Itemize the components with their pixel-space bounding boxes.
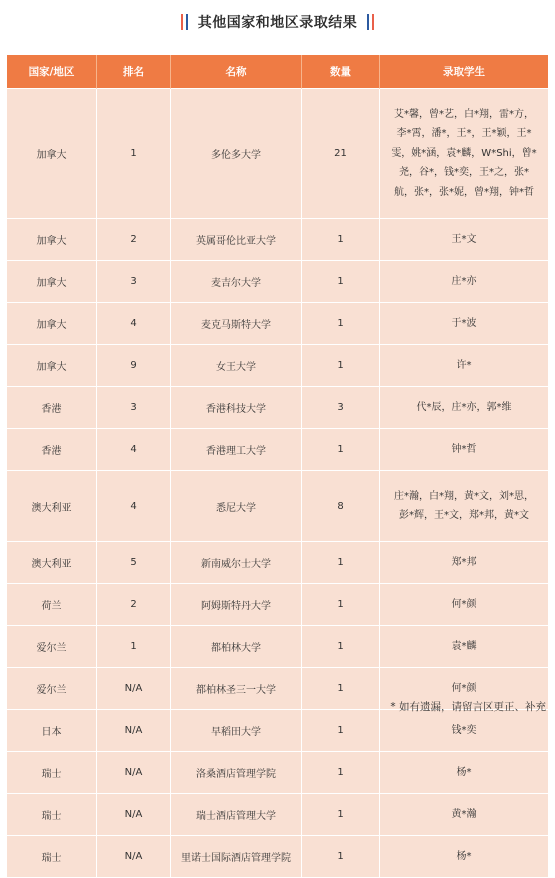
cell-rank: 2 xyxy=(97,219,171,261)
cell-name: 悉尼大学 xyxy=(171,471,302,542)
cell-name: 都柏林圣三一大学 xyxy=(171,668,302,710)
cell-region: 荷兰 xyxy=(7,584,97,626)
table-row xyxy=(7,219,548,261)
cell-region: 澳大利亚 xyxy=(7,471,97,542)
table-row xyxy=(7,836,548,878)
cell-rank: 2 xyxy=(97,584,171,626)
cell-students: 许* xyxy=(380,345,548,387)
cell-rank: 9 xyxy=(97,345,171,387)
cell-rank: 4 xyxy=(97,429,171,471)
cell-name: 香港理工大学 xyxy=(171,429,302,471)
admission-results-table xyxy=(7,55,548,878)
cell-count: 21 xyxy=(302,89,380,219)
cell-region: 加拿大 xyxy=(7,303,97,345)
table-row xyxy=(7,584,548,626)
table-row xyxy=(7,387,548,429)
cell-name: 都柏林大学 xyxy=(171,626,302,668)
table-row xyxy=(7,471,548,542)
cell-name: 麦克马斯特大学 xyxy=(171,303,302,345)
cell-rank: 4 xyxy=(97,471,171,542)
cell-count: 1 xyxy=(302,303,380,345)
table-row xyxy=(7,261,548,303)
table-row xyxy=(7,303,548,345)
footnote: * 如有遗漏，请留言区更正、补充 xyxy=(390,701,546,713)
cell-name: 女王大学 xyxy=(171,345,302,387)
cell-name: 多伦多大学 xyxy=(171,89,302,219)
table-row xyxy=(7,752,548,794)
cell-region: 澳大利亚 xyxy=(7,542,97,584)
cell-name: 麦吉尔大学 xyxy=(171,261,302,303)
header-region: 国家/地区 xyxy=(7,55,97,89)
table-row xyxy=(7,89,548,219)
table-header-row xyxy=(7,55,548,89)
cell-name: 里诺士国际酒店管理学院 xyxy=(171,836,302,878)
cell-rank: 1 xyxy=(97,89,171,219)
cell-rank: N/A xyxy=(97,794,171,836)
header-students: 录取学生 xyxy=(380,55,548,89)
cell-count: 1 xyxy=(302,836,380,878)
cell-students: 庄*亦 xyxy=(380,261,548,303)
cell-count: 8 xyxy=(302,471,380,542)
cell-count: 1 xyxy=(302,626,380,668)
cell-students: 庄*瀚，白*翔，黄*文，刘*思，彭*辉，王*文，郑*邦，黄*文 xyxy=(380,471,548,542)
cell-rank: 3 xyxy=(97,261,171,303)
cell-students: 代*辰，庄*亦，郭*维 xyxy=(380,387,548,429)
cell-students: 于*波 xyxy=(380,303,548,345)
cell-region: 瑞士 xyxy=(7,752,97,794)
cell-count: 1 xyxy=(302,261,380,303)
cell-region: 加拿大 xyxy=(7,219,97,261)
cell-count: 1 xyxy=(302,710,380,752)
cell-students: 何*颜 xyxy=(380,584,548,626)
cell-students: 钟*哲 xyxy=(380,429,548,471)
cell-region: 加拿大 xyxy=(7,261,97,303)
cell-students: 郑*邦 xyxy=(380,542,548,584)
title-decoration-left xyxy=(181,14,188,30)
cell-students: 钱*奕 xyxy=(380,710,548,752)
cell-count: 1 xyxy=(302,219,380,261)
cell-students: 艾*馨，曾*艺，白*翔，雷*方，李*霄，潘*，王*，王*颖，王*雯，姚*涵，袁*麟，W*Shi，曾*尧，谷*，钱*奕，王*之，张*航，张*，张*妮，曾*翔，钟*哲 xyxy=(380,89,548,219)
cell-rank: N/A xyxy=(97,752,171,794)
cell-region: 瑞士 xyxy=(7,836,97,878)
cell-region: 香港 xyxy=(7,429,97,471)
cell-rank: N/A xyxy=(97,668,171,710)
header-name: 名称 xyxy=(171,55,302,89)
cell-count: 1 xyxy=(302,752,380,794)
cell-rank: N/A xyxy=(97,710,171,752)
header-count: 数量 xyxy=(302,55,380,89)
table-row xyxy=(7,345,548,387)
cell-name: 香港科技大学 xyxy=(171,387,302,429)
cell-count: 3 xyxy=(302,387,380,429)
cell-students: 杨* xyxy=(380,836,548,878)
cell-name: 英属哥伦比亚大学 xyxy=(171,219,302,261)
cell-count: 1 xyxy=(302,668,380,710)
cell-name: 洛桑酒店管理学院 xyxy=(171,752,302,794)
cell-region: 加拿大 xyxy=(7,89,97,219)
cell-region: 香港 xyxy=(7,387,97,429)
title-row xyxy=(0,10,555,34)
cell-region: 爱尔兰 xyxy=(7,668,97,710)
page-title: 其他国家和地区录取结果 xyxy=(197,15,358,31)
cell-rank: 1 xyxy=(97,626,171,668)
header-rank: 排名 xyxy=(97,55,171,89)
cell-students: 杨* xyxy=(380,752,548,794)
cell-name: 瑞士酒店管理大学 xyxy=(171,794,302,836)
cell-count: 1 xyxy=(302,429,380,471)
cell-students: 何*颜 xyxy=(380,668,548,710)
table-row xyxy=(7,710,548,752)
table-row xyxy=(7,542,548,584)
cell-students: 黄*瀚 xyxy=(380,794,548,836)
cell-rank: 5 xyxy=(97,542,171,584)
table-row xyxy=(7,429,548,471)
table-row xyxy=(7,794,548,836)
cell-count: 1 xyxy=(302,794,380,836)
cell-count: 1 xyxy=(302,345,380,387)
cell-region: 爱尔兰 xyxy=(7,626,97,668)
cell-rank: 3 xyxy=(97,387,171,429)
cell-rank: 4 xyxy=(97,303,171,345)
cell-count: 1 xyxy=(302,542,380,584)
cell-name: 新南威尔士大学 xyxy=(171,542,302,584)
title-decoration-right xyxy=(367,14,374,30)
cell-name: 早稻田大学 xyxy=(171,710,302,752)
cell-name: 阿姆斯特丹大学 xyxy=(171,584,302,626)
cell-students: 王*文 xyxy=(380,219,548,261)
cell-rank: N/A xyxy=(97,836,171,878)
cell-count: 1 xyxy=(302,584,380,626)
table-row xyxy=(7,626,548,668)
cell-students: 袁*麟 xyxy=(380,626,548,668)
cell-region: 瑞士 xyxy=(7,794,97,836)
cell-region: 日本 xyxy=(7,710,97,752)
cell-region: 加拿大 xyxy=(7,345,97,387)
